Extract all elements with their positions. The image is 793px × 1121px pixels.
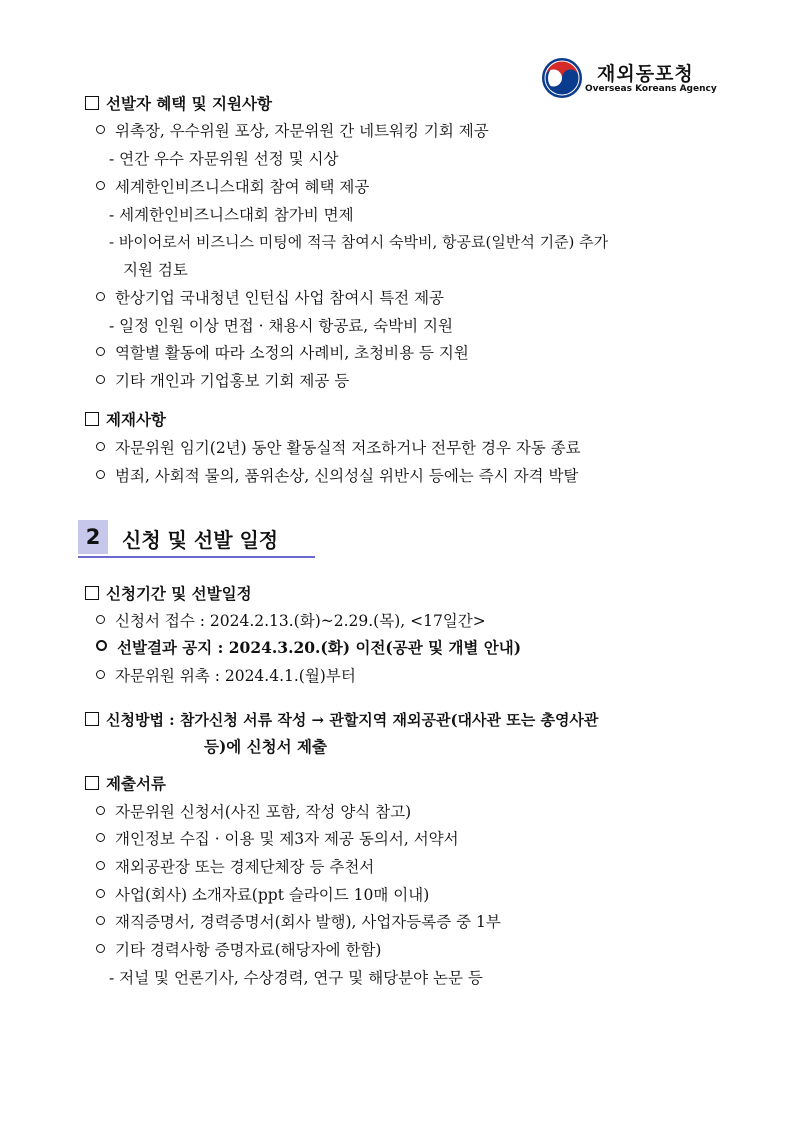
list-item-text: 자문위원 위촉 : 2024.4.1.(월)부터 — [115, 667, 356, 685]
circle-bullet-icon — [96, 889, 105, 898]
list-item-text: 사업(회사) 소개자료(ppt 슬라이드 10매 이내) — [115, 886, 430, 904]
documents-heading-text: 제출서류 — [106, 774, 166, 793]
agency-name-korean: 재외동포청 — [597, 63, 694, 85]
circle-bullet-icon — [96, 833, 105, 842]
checkbox-square-icon — [85, 712, 99, 726]
list-item-text: 위촉장, 우수위원 포상, 자문위원 간 네트워킹 기회 제공 — [115, 122, 489, 140]
sub-list-item: - 일정 인원 이상 면접 · 채용시 항공료, 숙박비 지원 — [109, 317, 453, 335]
list-item-text: 범죄, 사회적 물의, 품위손상, 신의성실 위반시 등에는 즉시 자격 박탈 — [115, 467, 579, 485]
agency-emblem-icon — [542, 58, 582, 98]
list-item — [96, 885, 429, 905]
list-item-text: 기타 개인과 기업홍보 기회 제공 등 — [115, 372, 350, 390]
sanctions-heading — [85, 410, 166, 430]
list-item — [96, 121, 489, 141]
list-item — [96, 611, 486, 631]
sub-list-item-continuation: 지원 검토 — [123, 261, 188, 279]
list-item — [96, 829, 459, 849]
list-item-text: 자문위원 임기(2년) 동안 활동실적 저조하거나 전무한 경우 자동 종료 — [115, 439, 581, 457]
circle-bullet-icon — [96, 292, 105, 301]
circle-bullet-icon — [96, 375, 105, 384]
list-item-text: 선발결과 공지 : 2024.3.20.(화) 이전(공관 및 개별 안내) — [117, 638, 522, 657]
circle-bullet-icon — [96, 806, 105, 815]
list-item-text: 재외공관장 또는 경제단체장 등 추천서 — [115, 858, 375, 876]
checkbox-square-icon — [85, 96, 99, 110]
circle-bullet-icon — [96, 181, 105, 190]
list-item — [96, 912, 501, 932]
list-item-text: 재직증명서, 경력증명서(회사 발행), 사업자등록증 중 1부 — [115, 913, 501, 931]
circle-bullet-icon — [96, 670, 105, 679]
section-2-title-bar — [78, 520, 315, 558]
circle-bullet-icon — [96, 347, 105, 356]
list-item-text: 역할별 활동에 따라 소정의 사례비, 초청비용 등 지원 — [115, 344, 469, 362]
benefits-heading-text: 선발자 혜택 및 지원사항 — [106, 94, 272, 113]
list-item-text: 세계한인비즈니스대회 참여 혜택 제공 — [115, 178, 370, 196]
list-item — [96, 371, 349, 391]
list-item — [96, 343, 469, 363]
list-item — [96, 177, 369, 197]
documents-heading — [85, 774, 166, 794]
checkbox-square-icon — [85, 776, 99, 790]
sub-list-item: - 연간 우수 자문위원 선정 및 시상 — [109, 150, 339, 168]
list-item — [96, 666, 356, 686]
list-item-text: 한상기업 국내청년 인턴십 사업 참여시 특전 제공 — [115, 289, 445, 307]
list-item — [96, 802, 411, 822]
list-item — [96, 466, 578, 486]
checkbox-square-icon — [85, 586, 99, 600]
list-item — [96, 940, 381, 960]
circle-bullet-icon — [96, 125, 105, 134]
circle-bullet-icon — [96, 861, 105, 870]
method-heading-continuation: 등)에 신청서 제출 — [204, 737, 327, 756]
sub-list-item: - 세계한인비즈니스대회 참가비 면제 — [109, 206, 354, 224]
checkbox-square-icon — [85, 412, 99, 426]
list-item — [96, 438, 581, 458]
circle-bullet-icon — [96, 916, 105, 925]
sub-list-item: - 저널 및 언론기사, 수상경력, 연구 및 해당분야 논문 등 — [109, 969, 483, 987]
list-item-text: 기타 경력사항 증명자료(해당자에 한함) — [115, 941, 382, 959]
list-item — [96, 857, 374, 877]
sanctions-heading-text: 제재사항 — [106, 410, 166, 429]
circle-bullet-icon — [96, 944, 105, 953]
sub-list-item: - 바이어로서 비즈니스 미팅에 적극 참여시 숙박비, 항공료(일반석 기준) 추가 — [109, 233, 609, 251]
circle-bullet-icon — [96, 470, 105, 479]
circle-bullet-icon — [96, 615, 105, 624]
list-item-emphasized — [96, 638, 521, 658]
period-heading — [85, 584, 252, 604]
period-heading-text: 신청기간 및 선발일정 — [106, 584, 252, 603]
list-item-text: 개인정보 수집 · 이용 및 제3자 제공 동의서, 서약서 — [115, 830, 459, 848]
method-heading-text: 신청방법 : 참가신청 서류 작성 → 관할지역 재외공관(대사관 또는 총영사관 — [106, 711, 599, 729]
list-item-text: 신청서 접수 : 2024.2.13.(화)~2.29.(목), <17일간> — [115, 612, 486, 630]
method-heading — [85, 710, 598, 730]
circle-bullet-icon — [96, 640, 107, 651]
benefits-heading — [85, 94, 272, 114]
list-item-text: 자문위원 신청서(사진 포함, 작성 양식 참고) — [115, 803, 412, 821]
list-item — [96, 288, 444, 308]
section-title: 신청 및 선발 일정 — [122, 528, 279, 552]
agency-name-english: Overseas Koreans Agency — [585, 84, 717, 94]
circle-bullet-icon — [96, 442, 105, 451]
section-number: 2 — [78, 520, 108, 554]
